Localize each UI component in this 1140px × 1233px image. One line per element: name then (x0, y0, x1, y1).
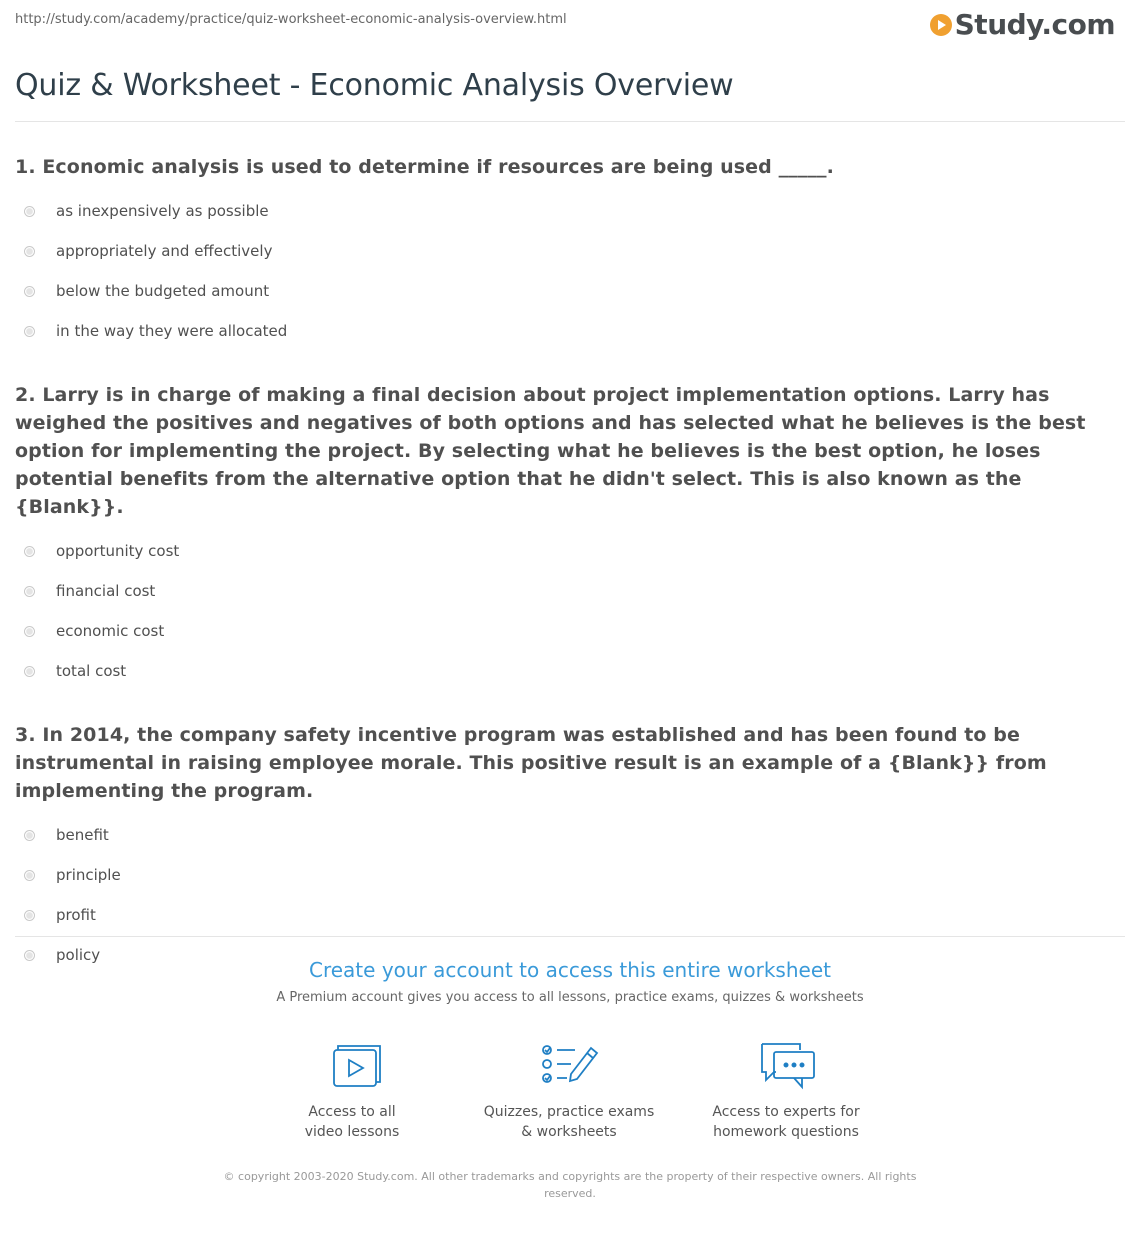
feature-quizzes (469, 1040, 669, 1142)
answer-option[interactable] (15, 855, 1115, 895)
copyright-notice: © copyright 2003-2020 Study.com. All other trademarks and copyrights are the property of their respective owners. All rights reserved. (223, 1170, 917, 1200)
answer-option[interactable] (15, 311, 1115, 351)
signup-cta (0, 958, 1140, 1005)
radio-button[interactable] (24, 910, 35, 921)
page-url: http://study.com/academy/practice/quiz-worksheet-economic-analysis-overview.html (15, 12, 567, 27)
feature-line: video lessons (304, 1124, 400, 1140)
top-bar (15, 0, 1125, 50)
answer-label: total cost (56, 662, 127, 680)
answer-label: economic cost (56, 622, 165, 640)
answer-label: in the way they were allocated (56, 322, 288, 340)
quiz-questions (15, 153, 1115, 1005)
answer-option[interactable] (15, 815, 1115, 855)
play-logo-icon (929, 13, 953, 37)
question-text: 2. Larry is in charge of making a final decision about project implementation options. Larry has weighed the positives and negatives of both options and has selected what he believes is the best option for implementing the project. By selecting what he believes is the best option, he loses potential benefits from the alternative option that he didn't select. This is also known as the {Blank}}. (15, 384, 1086, 518)
cta-subtitle: A Premium account gives you access to all lessons, practice exams, quizzes & worksheets (276, 990, 864, 1005)
study-logo[interactable] (929, 10, 1115, 40)
radio-button[interactable] (24, 326, 35, 337)
feature-experts (686, 1040, 886, 1142)
title-divider (15, 121, 1125, 122)
answer-option[interactable] (15, 611, 1115, 651)
feature-line: homework questions (713, 1124, 859, 1140)
radio-button[interactable] (24, 626, 35, 637)
radio-button[interactable] (24, 586, 35, 597)
answer-list (15, 191, 1115, 351)
radio-button[interactable] (24, 206, 35, 217)
radio-button[interactable] (24, 666, 35, 677)
question-1 (15, 153, 1115, 351)
answer-label: policy (56, 946, 101, 964)
answer-option[interactable] (15, 271, 1115, 311)
answer-label: profit (56, 906, 96, 924)
chat-bubbles-icon (754, 1040, 818, 1092)
answer-option[interactable] (15, 571, 1115, 611)
answer-option[interactable] (15, 651, 1115, 691)
page-title: Quiz & Worksheet - Economic Analysis Overview (15, 68, 734, 103)
feature-line: & worksheets (521, 1124, 617, 1140)
logo-wordmark: Study.com (954, 8, 1115, 41)
feature-video-lessons (252, 1040, 452, 1142)
question-text: 1. Economic analysis is used to determine if resources are being used _____. (15, 156, 834, 178)
quiz-checklist-icon (537, 1040, 601, 1092)
cta-link[interactable]: Create your account to access this entire worksheet (309, 958, 831, 982)
radio-button[interactable] (24, 546, 35, 557)
answer-label: appropriately and effectively (56, 242, 273, 260)
answer-label: opportunity cost (56, 542, 180, 560)
radio-button[interactable] (24, 830, 35, 841)
answer-label: financial cost (56, 582, 156, 600)
video-lesson-icon (320, 1040, 384, 1092)
answer-label: as inexpensively as possible (56, 202, 269, 220)
answer-label: below the budgeted amount (56, 282, 270, 300)
answer-option[interactable] (15, 895, 1115, 935)
radio-button[interactable] (24, 246, 35, 257)
answer-label: principle (56, 866, 121, 884)
answer-list (15, 531, 1115, 691)
radio-button[interactable] (24, 286, 35, 297)
feature-line: Access to all (308, 1104, 396, 1120)
answer-option[interactable] (15, 531, 1115, 571)
question-text: 3. In 2014, the company safety incentive program was established and has been found to be instrumental in raising employee morale. This positive result is an example of a {Blank}} from implementing the program. (15, 724, 1047, 802)
answer-option[interactable] (15, 231, 1115, 271)
answer-list (15, 815, 1115, 975)
feature-line: Quizzes, practice exams (483, 1104, 655, 1120)
question-2 (15, 381, 1115, 691)
feature-line: Access to experts for (712, 1104, 860, 1120)
answer-label: benefit (56, 826, 109, 844)
cta-divider (15, 936, 1125, 937)
answer-option[interactable] (15, 191, 1115, 231)
radio-button[interactable] (24, 870, 35, 881)
